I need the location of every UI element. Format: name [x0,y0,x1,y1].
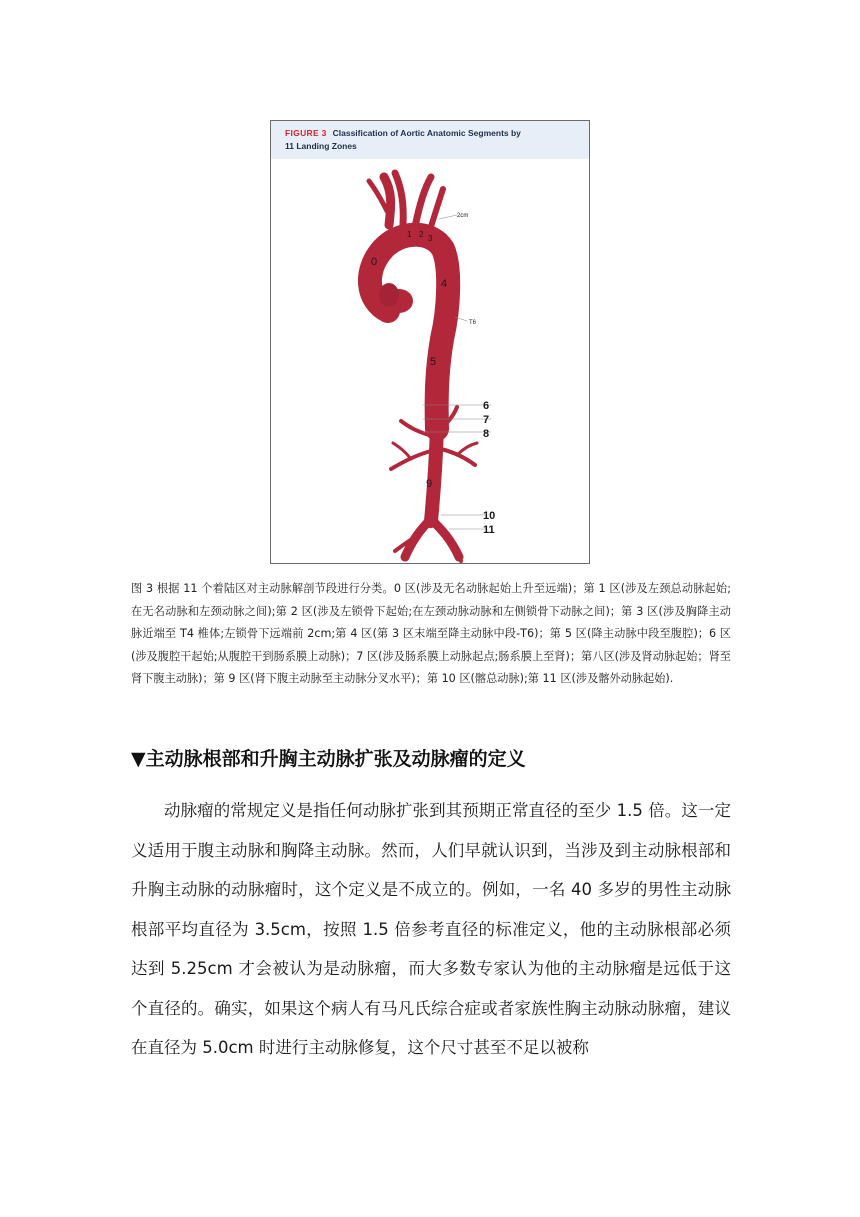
zone-3-label: 3 [428,234,433,243]
figure-header [271,121,589,159]
label-2cm: 2cm [457,213,469,219]
figure-caption: 图 3 根据 11 个着陆区对主动脉解剖节段进行分类。0 区(涉及无名动脉起始上升至远端)；第 1 区(涉及左颈总动脉起始;在无名动脉和左颈动脉之间);第 2 区(涉及左锁骨下起始;在左颈动脉动脉和左侧锁骨下动脉之间)；第 3 区(涉及胸降主动脉近端至 T4 椎体;左锁骨下远端前 2cm;第 4 区(第 3 区末端至降主动脉中段-T6)；第 5 区(降主动脉中段至腹腔)；6 区(涉及腹腔干起始;从腹腔干到肠系膜上动脉)；7 区(涉及肠系膜上动脉起点;肠系膜上至肾)；第八区(涉及肾动脉起始；肾至肾下腹主动脉)；第 9 区(肾下腹主动脉至主动脉分叉水平)；第 10 区(髂总动脉);第 11 区(涉及髂外动脉起始). [131,582,731,685]
zone-8-label: 8 [483,428,490,440]
zone-0-label: 0 [371,256,378,268]
aorta-illustration [271,159,589,563]
figure-label: FIGURE 3 [285,128,327,138]
figure-title-line2: 11 Landing Zones [285,141,357,151]
figure-title-line1: Classification of Aortic Anatomic Segments by [332,128,521,138]
zone-1-label: 1 [407,230,412,239]
zone-7-label: 7 [483,414,490,426]
label-t6: T6 [469,320,477,326]
section-heading: ▼主动脉根部和升胸主动脉扩张及动脉瘤的定义 [131,748,526,770]
zone-6-label: 6 [483,400,490,412]
body-paragraph: 动脉瘤的常规定义是指任何动脉扩张到其预期正常直径的至少 1.5 倍。这一定义适用于腹主动脉和胸降主动脉。然而，人们早就认识到，当涉及到主动脉根部和升胸主动脉的动脉瘤时，这个定义是不成立的。例如，一名 40 多岁的男性主动脉根部平均直径为 3.5cm，按照 1.5 倍参考直径的标准定义，他的主动脉根部必须达到 5.25cm 才会被认为是动脉瘤，而大多数专家认为他的主动脉瘤是远低于这个直径的。确实，如果这个病人有马凡氏综合症或者家族性胸主动脉动脉瘤，建议在直径为 5.0cm 时进行主动脉修复，这个尺寸甚至不足以被称 [131,801,731,1057]
zone-11-label: 11 [483,524,495,536]
zone-5-label: 5 [430,356,437,368]
zone-9-label: 9 [426,478,433,490]
figure-3 [270,120,590,564]
zone-4-label: 4 [441,278,448,290]
zone-10-label: 10 [483,510,496,522]
zone-2-label: 2 [419,230,424,239]
